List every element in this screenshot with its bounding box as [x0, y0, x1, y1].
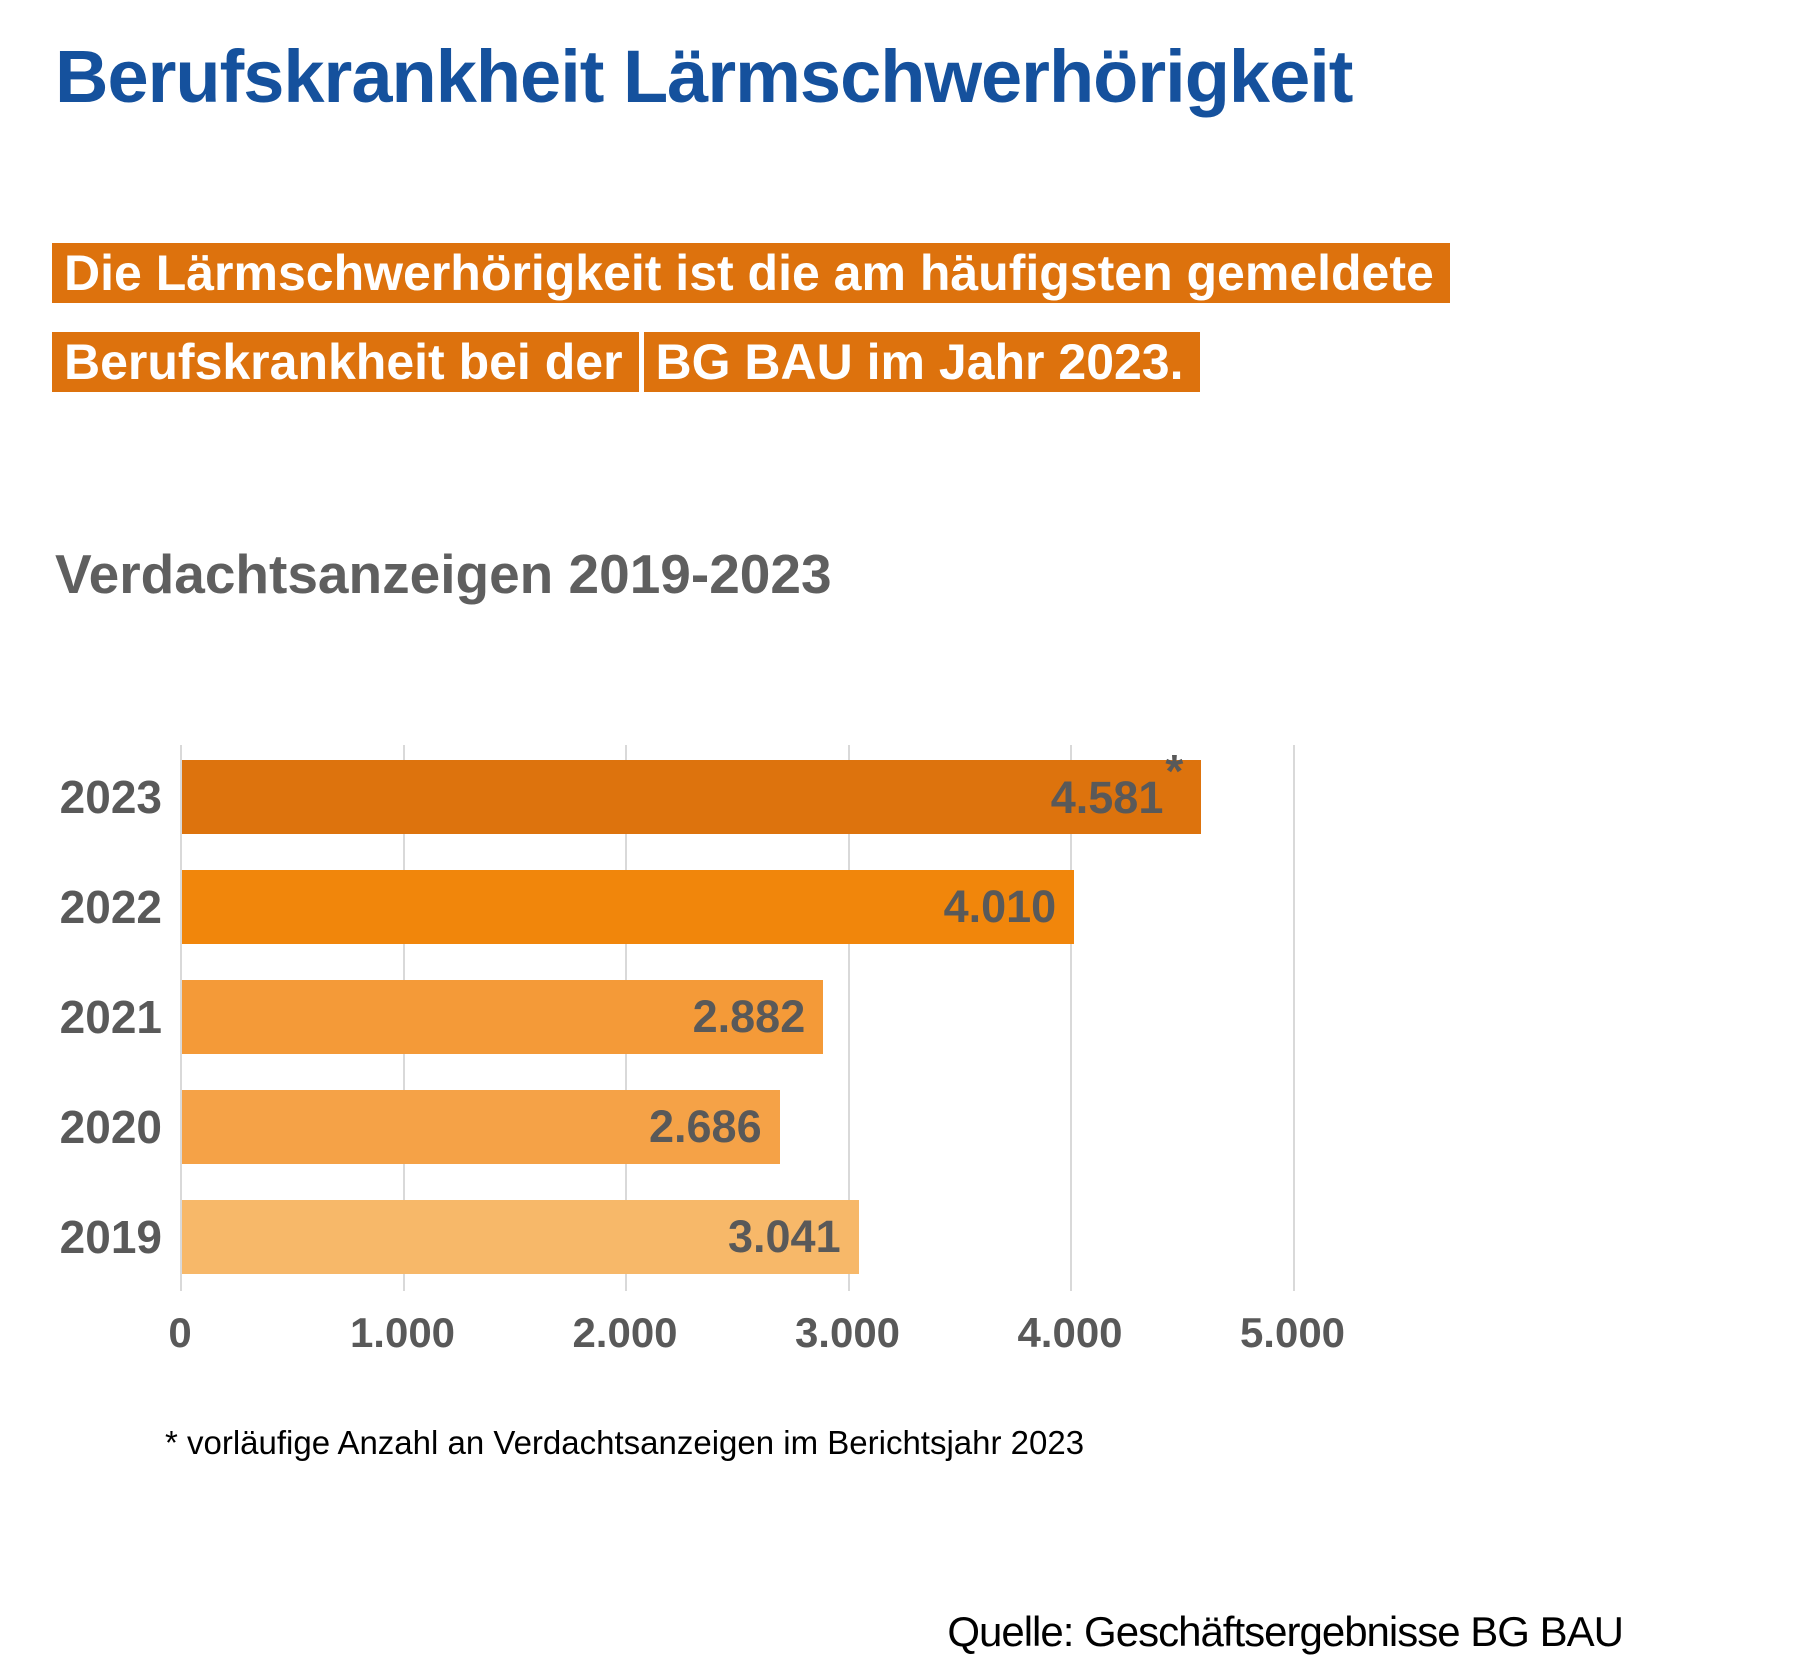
x-axis-tick-label: 2.000	[572, 1309, 678, 1356]
y-axis-category-label: 2019	[59, 1211, 162, 1263]
highlight-text	[52, 243, 1450, 392]
bar-value-label: 2.686	[649, 1101, 762, 1152]
highlight-line-2b: BG BAU im Jahr 2023.	[644, 332, 1200, 392]
x-axis-tick-label: 4.000	[1017, 1309, 1123, 1356]
x-axis-tick-label: 0	[168, 1309, 192, 1356]
preliminary-asterisk: *	[1165, 745, 1184, 797]
bar-2022	[182, 870, 1074, 944]
bar-value-label: 2.882	[692, 991, 806, 1042]
bar-2021	[182, 980, 823, 1054]
highlight-line-1: Die Lärmschwerhörigkeit ist die am häufigsten gemeldete	[52, 243, 1450, 303]
x-axis-tick-label: 5.000	[1239, 1309, 1346, 1356]
bar-2019	[182, 1200, 859, 1274]
x-axis-tick-label: 3.000	[794, 1309, 901, 1356]
bar-value-label: 4.010	[943, 881, 1057, 932]
bar-2020	[182, 1090, 780, 1164]
y-axis-category-label: 2023	[59, 771, 162, 823]
bar-value-label: 3.041	[727, 1211, 841, 1262]
bar-chart	[59, 745, 1426, 1356]
bar-value-label: 4.581*	[1051, 760, 1202, 834]
source-caption: Quelle: Geschäftsergebnisse BG BAU	[947, 1608, 1623, 1655]
bar-2023	[182, 745, 1201, 834]
y-axis-category-label: 2021	[59, 991, 162, 1043]
footnote: * vorläufige Anzahl an Verdachtsanzeigen im Berichtsjahr 2023	[165, 1424, 1085, 1461]
y-axis-category-label: 2022	[59, 881, 162, 933]
page-title: Berufskrankheit Lärmschwerhörigkeit	[55, 35, 1353, 118]
gridline	[1293, 745, 1295, 1291]
x-axis-tick-label: 1.000	[349, 1309, 456, 1356]
chart-title: Verdachtsanzeigen 2019-2023	[55, 543, 832, 605]
y-axis-category-label: 2020	[59, 1101, 162, 1153]
highlight-line-2a: Berufskrankheit bei der	[52, 332, 639, 392]
